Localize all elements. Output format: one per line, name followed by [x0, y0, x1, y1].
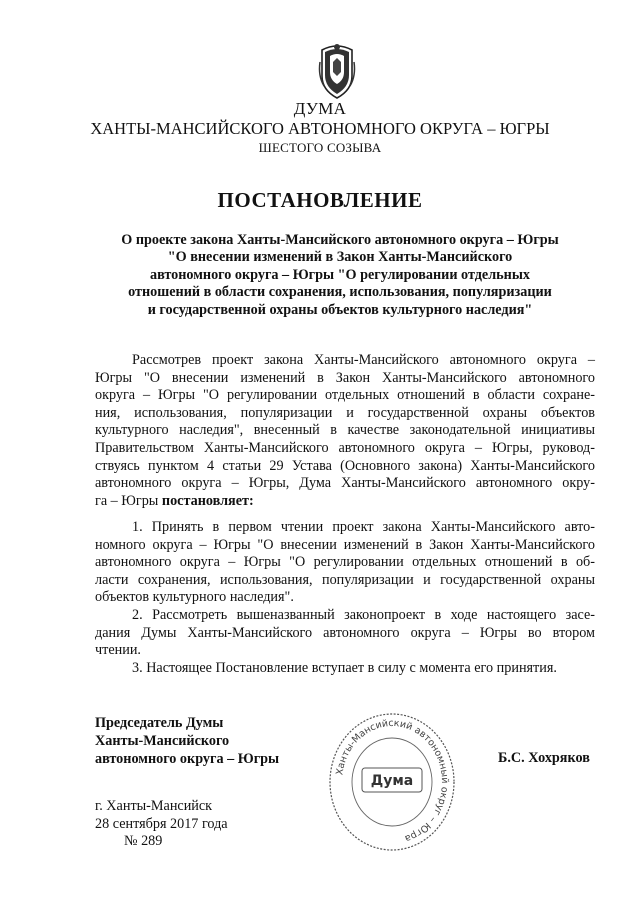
item-line: 2. Рассмотреть вышеназванный законопроект в ходе настоящего засе-	[132, 606, 595, 623]
subject-line: "О внесении изменений в Закон Ханты-Мансийского	[167, 249, 513, 266]
stamp-ring-text: Ханты-Мансийский автономный округ – Югра	[334, 717, 451, 844]
preamble-line: автономного округа – Югры, Дума Ханты-Мансийского автономного окру-	[95, 475, 595, 492]
preamble-line: ния, использования, популяризации и государственной охраны объектов	[95, 404, 595, 421]
preamble-line: Югры "О внесении изменений в Закон Ханты-Мансийского автономного	[95, 369, 595, 386]
document-type-title: ПОСТАНОВЛЕНИЕ	[217, 188, 423, 212]
item-line: чтении.	[95, 642, 141, 659]
document-subject	[100, 232, 580, 319]
coat-of-arms-emblem	[316, 42, 358, 100]
subject-line: отношений в области сохранения, использования, популяризации	[128, 284, 552, 301]
resolution-items	[95, 519, 595, 677]
org-name: ДУМА	[293, 99, 347, 118]
preamble-last-text: га – Югры	[95, 492, 162, 509]
preamble-line: Правительством Ханты-Мансийского автономного округа – Югры, руковод-	[95, 439, 595, 456]
item-line: ласти сохранения, использования, популяризации и государственной охраны	[95, 571, 595, 588]
place-date-number	[95, 798, 228, 851]
preamble-paragraph	[95, 352, 595, 510]
resolution-keyword: постановляет:	[161, 492, 254, 509]
stamp-center-text: Дума	[370, 773, 414, 789]
official-stamp	[327, 702, 457, 854]
date: 28 сентября 2017 года	[95, 815, 228, 832]
convocation: ШЕСТОГО СОЗЫВА	[258, 140, 382, 155]
position-line: автономного округа – Югры	[95, 751, 280, 767]
item-line: объектов культурного наследия".	[95, 589, 294, 606]
preamble-line: Рассмотрев проект закона Ханты-Мансийского автономного округа –	[132, 352, 595, 368]
position-line: Ханты-Мансийского	[95, 733, 230, 749]
document-number: № 289	[124, 833, 163, 849]
org-region: ХАНТЫ-МАНСИЙСКОГО АВТОНОМНОГО ОКРУГА – ЮГРЫ	[90, 119, 550, 138]
city: г. Ханты-Мансийск	[95, 798, 213, 814]
preamble-line: ствуясь пунктом 4 статьи 29 Устава (Основного закона) Ханты-Мансийского	[95, 457, 595, 474]
preamble-last-line	[95, 493, 595, 511]
preamble-line: округа – Югры "О регулировании отдельных отношений в области сохране-	[95, 387, 595, 404]
item-line: номного округа – Югры "О внесении изменений в Закон Ханты-Мансийского	[95, 536, 595, 553]
item-line: дания Думы Ханты-Мансийского автономного округа – Югры во втором	[95, 624, 595, 641]
preamble-line: культурного наследия", внесенный в качестве законодательной инициативы	[95, 422, 595, 439]
position-line: Председатель Думы	[95, 715, 224, 731]
subject-line: и государственной охраны объектов культурного наследия"	[147, 301, 533, 318]
item-line: 1. Принять в первом чтении проект закона Ханты-Мансийского авто-	[132, 519, 595, 535]
subject-line: автономного округа – Югры "О регулировании отдельных	[149, 266, 531, 283]
signatory-name: Б.С. Хохряков	[498, 750, 590, 766]
subject-line: О проекте закона Ханты-Мансийского автономного округа – Югры	[121, 232, 559, 248]
item-line: 3. Настоящее Постановление вступает в силу с момента его принятия.	[132, 659, 557, 676]
signatory-position	[95, 714, 279, 768]
item-line: автономного округа – Югры "О регулировании отдельных отношений в об-	[95, 554, 595, 571]
